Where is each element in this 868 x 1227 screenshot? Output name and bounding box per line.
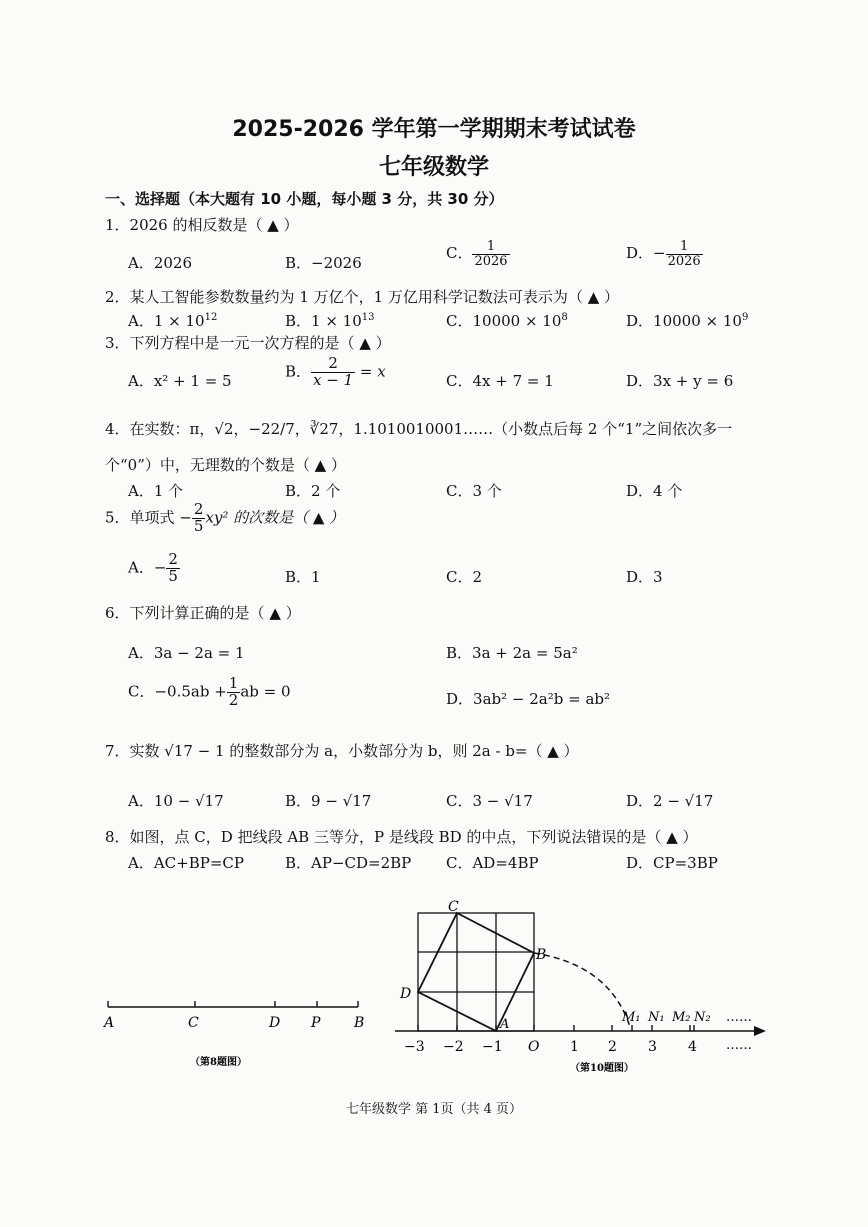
point-n1-label: N₁ — [648, 1010, 665, 1025]
question-4-stem-line2: 个“0”）中，无理数的个数是（ ▲ ） — [105, 456, 346, 474]
page-title: 2025-2026 学年第一学期期末考试试卷 — [232, 117, 636, 142]
tick-label-4: 4 — [688, 1039, 697, 1055]
q5-option-a: A．− $\frac{2}{5}$ — [128, 550, 178, 585]
arc-dashed — [534, 953, 630, 1027]
tick-label-neg2: −2 — [443, 1039, 464, 1055]
tick-label-neg1: −1 — [482, 1039, 503, 1055]
q4-option-d: D．4 个 — [626, 482, 683, 500]
q5-option-c: C．2 — [446, 568, 483, 586]
question-6-stem: 6．下列计算正确的是（ ▲ ） — [105, 604, 301, 622]
q2-option-d: D．$10000 \times 10^9$ — [626, 312, 749, 330]
dots-lower: …… — [726, 1038, 752, 1053]
question-8-stem: 8．如图，点 C，D 把线段 AB 三等分，P 是线段 BD 的中点，下列说法错误的是（ ▲ ） — [105, 828, 698, 846]
q7-option-d: D．2 − √17 — [626, 792, 714, 810]
q3-option-c: C．4x + 7 = 1 — [446, 372, 554, 390]
q8-option-a: A．AC+BP=CP — [128, 854, 244, 872]
question-7-stem: 7．实数 √17 − 1 的整数部分为 a，小数部分为 b，则 2a - b=（ ▲ ） — [105, 742, 579, 760]
q3-option-d: D．3x + y = 6 — [626, 372, 734, 390]
figure-10-caption: （第10题图） — [570, 1063, 634, 1074]
label-p: P — [311, 1015, 321, 1031]
q5-option-b: B．1 — [285, 568, 321, 586]
q8-option-b: B．AP−CD=2BP — [285, 854, 412, 872]
q1-option-a: A．2026 — [128, 254, 193, 272]
q3-option-a: A．x² + 1 = 5 — [128, 372, 232, 390]
q4-option-b: B．2 个 — [285, 482, 341, 500]
point-c-label: C — [448, 899, 459, 915]
q4-option-c: C．3 个 — [446, 482, 502, 500]
page-footer: 七年级数学 第 1页（共 4 页） — [345, 1102, 523, 1117]
tick-label-3: 3 — [648, 1039, 657, 1055]
point-m2-label: M₂ — [672, 1010, 691, 1025]
label-c: C — [188, 1015, 199, 1031]
q8-option-d: D．CP=3BP — [626, 854, 718, 872]
q7-option-b: B．9 − √17 — [285, 792, 372, 810]
point-m1-label: M₁ — [622, 1010, 641, 1025]
question-2-stem: 2．某人工智能参数数量约为 1 万亿个，1 万亿用科学记数法可表示为（ ▲ ） — [105, 288, 620, 306]
figure-8-segment — [95, 995, 385, 1075]
q4-option-a: A．1 个 — [128, 482, 184, 500]
q7-option-c: C．3 − √17 — [446, 792, 533, 810]
number-line-arrow-icon — [754, 1026, 766, 1036]
q1-option-b: B．−2026 — [285, 254, 362, 272]
point-d-label: D — [400, 986, 412, 1002]
q1-option-c: C． $\frac{1}{2026}$ — [446, 239, 508, 269]
point-n2-label: N₂ — [694, 1010, 711, 1025]
q1-option-d: D．− $\frac{1}{2026}$ — [626, 239, 701, 269]
tick-label-origin: O — [528, 1039, 540, 1055]
q6-option-a: A．3a − 2a = 1 — [128, 644, 245, 662]
q2-option-a: A．$1 \times 10^{12}$ — [128, 312, 218, 330]
tick-label-2: 2 — [608, 1039, 617, 1055]
section-heading: 一、选择题（本大题有 10 小题，每小题 3 分，共 30 分） — [105, 190, 504, 208]
question-1-stem: 1．2026 的相反数是（ ▲ ） — [105, 216, 299, 234]
page-subtitle: 七年级数学 — [378, 155, 489, 180]
label-d: D — [269, 1015, 281, 1031]
question-3-stem: 3．下列方程中是一元一次方程的是（ ▲ ） — [105, 334, 391, 352]
label-a: A — [104, 1015, 115, 1031]
q2-option-c: C．$10000 \times 10^8$ — [446, 312, 568, 330]
question-4-stem-line1: 4．在实数：π，√2，−22/7，∛27，1.1010010001……（小数点后每 2 个“1”之间依次多一 — [105, 420, 733, 438]
q6-option-d: D．3ab² − 2a²b = ab² — [446, 690, 610, 708]
q3-option-b: B． $\frac{2}{x - 1}$ = x — [285, 354, 386, 389]
point-a-label: A — [500, 1017, 510, 1032]
q6-option-c: C．−0.5ab + $\frac{1}{2}$ ab = 0 — [128, 674, 291, 709]
q8-option-c: C．AD=4BP — [446, 854, 539, 872]
q2-option-b: B．$1 \times 10^{13}$ — [285, 312, 375, 330]
point-b-label: B — [536, 947, 547, 963]
figure-8-caption: （第8题图） — [190, 1057, 247, 1068]
q5-option-d: D．3 — [626, 568, 663, 586]
square-abcd — [418, 913, 534, 1031]
tick-label-1: 1 — [570, 1039, 579, 1055]
number-line-ticks — [418, 1025, 694, 1031]
tick-label-neg3: −3 — [404, 1039, 425, 1055]
q7-option-a: A．10 − √17 — [128, 792, 224, 810]
figure-10-grid-numberline — [390, 895, 775, 1080]
dots-upper: …… — [726, 1010, 752, 1025]
label-b: B — [354, 1015, 365, 1031]
q6-option-b: B．3a + 2a = 5a² — [446, 644, 578, 662]
question-5-stem: 5．单项式 − $\frac{2}{5}$ xy² 的次数是（ ▲ ） — [105, 500, 345, 535]
grid — [418, 913, 534, 1031]
